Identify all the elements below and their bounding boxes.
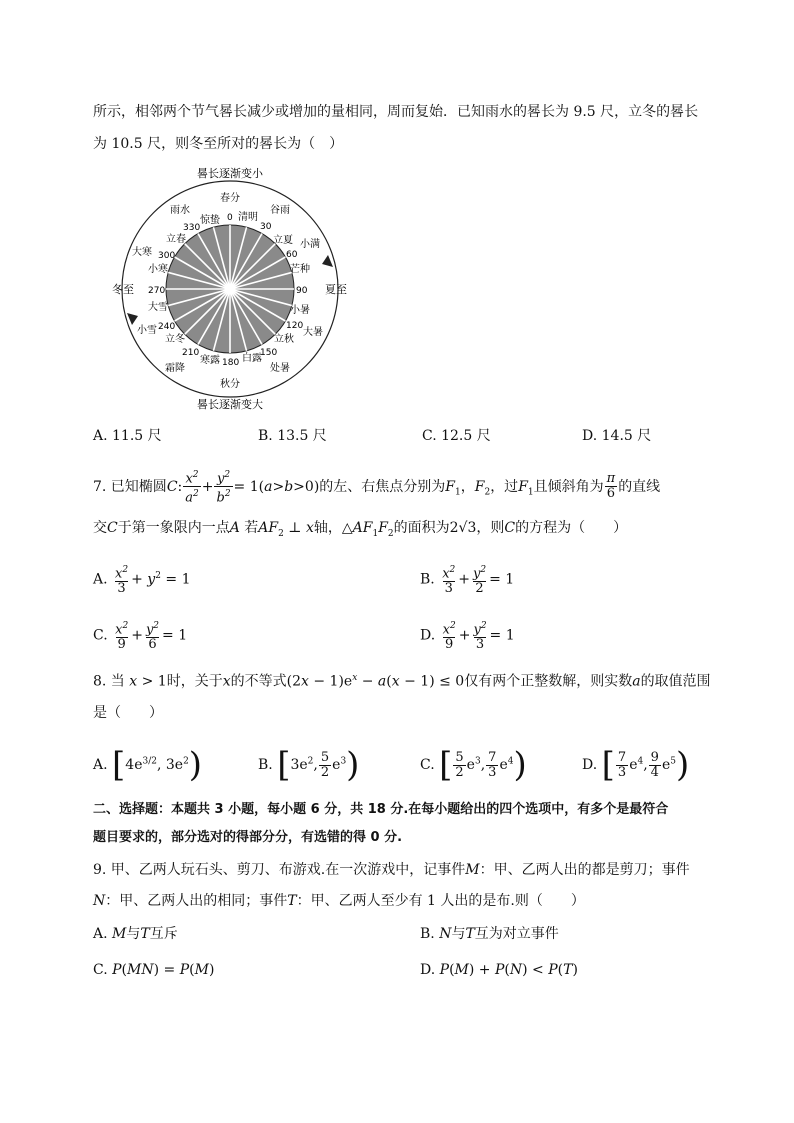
term-xiaoshu: 小暑 [290, 305, 310, 316]
q7-option-c[interactable]: C. $\frac{x^2}{9}$ + $\frac{y^2}{6}$ = 1 [93, 621, 188, 653]
top-caption: 晷长逐渐变小 [197, 167, 263, 180]
q9-option-a-mid: 与 [126, 926, 141, 942]
deg-0: 0 [227, 213, 233, 223]
intro-line-2: 为 10.5 尺，则冬至所对的晷长为（ ） [93, 136, 344, 152]
q8-option-a[interactable]: A. [$4e^{3/2}$, $3e^2$) [93, 745, 203, 785]
intro-line-1: 所示，相邻两个节气晷长减少或增加的量相同，周而复始．已知雨水的晷长为 9.5 尺，立冬的晷长 [93, 104, 699, 120]
q9-option-b-mid: 与 [451, 926, 466, 942]
outer-arc-arrow-left [127, 313, 138, 325]
deg-90: 90 [296, 286, 308, 296]
q7-l2f: ，则 [476, 520, 505, 536]
term-liqiu: 立秋 [274, 334, 294, 345]
deg-120: 120 [286, 321, 304, 331]
deg-240: 240 [158, 322, 176, 332]
term-bailu: 白露 [242, 353, 262, 364]
q9-option-a-label: A. [93, 926, 108, 942]
q9-line-2: N：甲、乙两人出的相同；事件T：甲、乙两人至少有 1 人出的是布.则（ ） [93, 893, 585, 909]
term-xiaoman: 小满 [300, 239, 320, 250]
q8-t4: 的取值范围 [640, 673, 711, 690]
term-dahan: 大寒 [132, 247, 152, 258]
q8-t1: 时，关于 [166, 673, 223, 690]
q8-option-c[interactable]: C. [ $\frac{5}{2}$ $e^3$, $\frac{7}{3}$ $e^4$) [420, 745, 527, 785]
q7-t4: 的直线 [618, 478, 661, 495]
q8-option-c-label: C. [420, 757, 435, 773]
q8-option-a-label: A. [93, 757, 108, 773]
q9-option-b-post: 互为对立事件 [474, 926, 559, 942]
q9-option-c[interactable]: C. P(MN) = P(M) [93, 962, 215, 978]
deg-180: 180 [222, 358, 240, 368]
label-xiazhi: 夏至 [325, 283, 347, 296]
section2-line-1: 二、选择题：本题共 3 小题，每小题 6 分，共 18 分.在每小题给出的四个选项中，有多个是最符合 [93, 802, 669, 817]
q7-option-c-label: C. [93, 627, 108, 644]
q8-t2: 的不等式 [230, 673, 287, 690]
term-mangzhong: 芒种 [290, 264, 310, 275]
q7-option-d-label: D. [420, 627, 436, 644]
term-daxue: 大雪 [148, 302, 168, 313]
deg-60: 60 [286, 250, 298, 260]
term-dashu: 大暑 [303, 327, 323, 338]
term-xiaohan: 小寒 [148, 264, 168, 275]
term-lidong: 立冬 [165, 334, 185, 345]
q9-line2a: ：甲、乙两人出的相同；事件 [105, 893, 288, 909]
q8-option-d[interactable]: D. [ $\frac{7}{3}$ $e^4$, $\frac{9}{4}$ $e^5$) [582, 745, 690, 785]
q8-option-b-label: B. [258, 757, 273, 773]
term-yushui: 雨水 [170, 205, 190, 216]
q8-line-1: 8. 当 x > 1时，关于x的不等式$(2x - 1)e^x - a(x - 1) \le 0$仅有两个正整数解，则实数a的取值范围 [93, 673, 711, 690]
q9-option-a[interactable]: A. M与T互斥 [93, 926, 178, 942]
q7-line-1: 7. 已知椭圆C: $\frac{x^2}{a^2}$ + $\frac{y^2}{b^2}$ = 1(a>b>0)的左、右焦点分别为$F_1$，$F_2$，过$F_1$且倾斜角为 $\frac{\pi}{6}$ 的直线 [93, 470, 661, 506]
q8-option-b[interactable]: B. [$3e^2$, $\frac{5}{2}$ $e^3$) [258, 745, 360, 785]
q7-line-2: 交C于第一象限内一点A 若$AF_2$ ⊥ x轴，$\triangle AF_1F_2$的面积为2√3，则C的方程为（ ） [93, 520, 628, 539]
q9-option-d[interactable]: D. P(M) + P(N) < P(T) [420, 962, 578, 978]
q8-option-d-label: D. [582, 757, 598, 773]
q7-l2e: 的面积为 [393, 520, 450, 536]
outer-arc-arrow-right [322, 255, 333, 267]
term-lixia: 立夏 [273, 235, 293, 246]
q9-line1b: ：甲、乙两人出的都是剪刀；事件 [479, 862, 690, 878]
term-xiaoxue: 小雪 [137, 325, 157, 336]
q7-t3: 且倾斜角为 [533, 478, 604, 495]
q7-l2a: 交 [93, 520, 107, 536]
term-chunfen: 春分 [220, 193, 240, 204]
q9-option-c-label: C. [93, 962, 108, 978]
q6-option-c[interactable]: C. 12.5 尺 [422, 428, 491, 444]
q6-option-b[interactable]: B. 13.5 尺 [258, 428, 327, 444]
term-qiufen: 秋分 [220, 379, 240, 390]
q7-t1: 的左、右焦点分别为 [319, 478, 446, 495]
q6-option-d[interactable]: D. 14.5 尺 [582, 428, 652, 444]
q9-option-d-label: D. [420, 962, 436, 978]
q9-line1a: 9. 甲、乙两人玩石头、剪刀、布游戏.在一次游戏中，记事件 [93, 862, 466, 878]
deg-30: 30 [260, 222, 272, 232]
term-shuangjiang: 霜降 [165, 363, 185, 374]
deg-300: 300 [158, 251, 176, 261]
q6-option-a[interactable]: A. 11.5 尺 [93, 428, 162, 444]
q7-l2c: 若 [244, 520, 259, 536]
deg-150: 150 [260, 348, 278, 358]
deg-330: 330 [183, 223, 201, 233]
term-lichun: 立春 [166, 234, 186, 245]
sundial-diagram [110, 165, 360, 415]
q9-line-1: 9. 甲、乙两人玩石头、剪刀、布游戏.在一次游戏中，记事件M：甲、乙两人出的都是剪刀；事件 [93, 862, 690, 878]
q8-t3: 仅有两个正整数解，则实数 [464, 673, 633, 690]
q7-option-b-label: B. [420, 571, 435, 588]
q7-l2d: 轴， [313, 520, 342, 536]
term-guyu: 谷雨 [270, 205, 290, 216]
q8-line-2: 是（ ） [93, 705, 163, 721]
q7-option-b[interactable]: B. $\frac{x^2}{3}$ + $\frac{y^2}{2}$ = 1 [420, 565, 515, 597]
q7-t2: ，过 [490, 478, 519, 495]
term-hanlu: 寒露 [200, 355, 220, 366]
section2-line-2: 题目要求的，部分选对的得部分分，有选错的得 0 分. [93, 830, 403, 845]
label-dongzhi: 冬至 [112, 283, 134, 296]
q7-prefix: 7. 已知椭圆 [93, 478, 167, 495]
bottom-caption: 晷长逐渐变大 [197, 398, 263, 411]
q7-option-a[interactable]: A. $\frac{x^2}{3}$ + $y^2 = 1$ [93, 565, 191, 597]
term-chushu: 处暑 [270, 363, 290, 374]
term-jingzhe: 惊蛰 [200, 215, 220, 226]
q9-option-b[interactable]: B. N与T互为对立事件 [420, 926, 559, 942]
q7-l2g: 的方程为（ ） [515, 520, 628, 536]
deg-210: 210 [182, 348, 200, 358]
q9-line2b: ：甲、乙两人至少有 1 人出的是布.则（ ） [296, 893, 585, 909]
term-qingming: 清明 [238, 212, 258, 223]
q7-option-d[interactable]: D. $\frac{x^2}{9}$ + $\frac{y^2}{3}$ = 1 [420, 621, 515, 653]
q9-option-b-label: B. [420, 926, 435, 942]
q7-l2b: 于第一象限内一点 [117, 520, 230, 536]
deg-270: 270 [148, 286, 166, 296]
q8-prefix: 8. 当 [93, 673, 125, 690]
q9-option-a-post: 互斥 [149, 926, 178, 942]
q7-option-a-label: A. [93, 571, 108, 588]
